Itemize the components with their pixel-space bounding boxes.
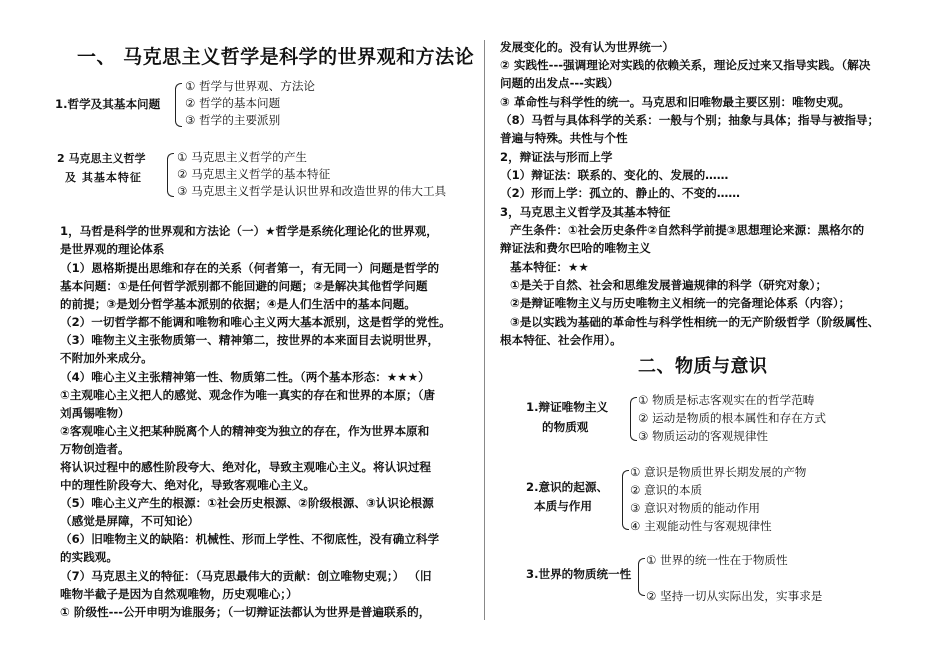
text-line: 基本问题：①是任何哲学派别都不能回避的问题；②是解决其他哲学问题 — [60, 279, 428, 293]
outline-label: 3.世界的物质统一性 — [526, 567, 632, 581]
text-line: 中的理性阶段夸大、绝对化，导致客观唯心主义。 — [60, 478, 316, 492]
text-line: （5）唯心主义产生的根源：①社会历史根源、②阶级根源、③认识论根源 — [60, 496, 434, 510]
outline-label: 2.意识的起源、 — [526, 480, 609, 494]
outline-item: ② 马克思主义哲学的基本特征 — [177, 167, 331, 181]
text-line: ②客观唯心主义把某种脱离个人的精神变为独立的存在，作为世界本原和 — [60, 424, 430, 438]
text-line: （4）唯心主义主张精神第一性、物质第二性。（两个基本形态：★★★） — [60, 370, 430, 384]
text-line: 问题的出发点---实践） — [500, 76, 619, 90]
text-line: 2，辩证法与形而上学 — [500, 150, 613, 164]
outline-item: ① 物质是标志客观实在的哲学范畴 — [638, 393, 815, 407]
text-line: 唯物半截子是因为自然观唯物，历史观唯心；） — [60, 587, 298, 601]
text-line: 辩证法和费尔巴哈的唯物主义 — [500, 241, 651, 255]
outline-item: ① 马克思主义哲学的产生 — [177, 150, 308, 164]
brace-icon — [638, 558, 645, 596]
section-title-1: 一、 马克思主义哲学是科学的世界观和方法论 — [77, 46, 475, 68]
outline-item: ② 哲学的基本问题 — [185, 96, 281, 110]
text-line: （8）马哲与具体科学的关系：一般与个别；抽象与具体；指导与被指导； — [500, 113, 880, 127]
outline-label: 1.哲学及其基本问题 — [55, 97, 161, 111]
text-line: ②是辩证唯物主义与历史唯物主义相统一的完备理论体系（内容）； — [510, 296, 851, 310]
brace-icon — [630, 397, 637, 441]
text-line: ③是以实践为基础的革命性与科学性相统一的无产阶级哲学（阶级属性、 — [510, 315, 880, 329]
outline-item: ③ 物质运动的客观规律性 — [638, 429, 769, 443]
text-line: ① 阶级性---公开申明为谁服务；（一切辩证法都认为世界是普遍联系的， — [60, 605, 431, 619]
text-line: 产生条件：①社会历史条件②自然科学前提③思想理论来源：黑格尔的 — [510, 223, 865, 237]
outline-item: ③ 哲学的主要派别 — [185, 113, 281, 127]
text-line: 刘禹锡唯物） — [60, 406, 130, 420]
text-line: （7）马克思主义的特征：（马克思最伟大的贡献：创立唯物史观；） （旧 — [60, 569, 432, 583]
text-line: （2）一切哲学都不能调和唯物和唯心主义两大基本派别，这是哲学的党性。 — [60, 315, 451, 329]
outline-item: ① 意识是物质世界长期发展的产物 — [630, 465, 807, 479]
text-line: 将认识过程中的感性阶段夸大、绝对化，导致主观唯心主义。将认识过程 — [60, 460, 432, 474]
text-line: 的实践观。 — [60, 550, 118, 564]
text-line: 是世界观的理论体系 — [60, 242, 165, 256]
text-line: 基本特征：★★ — [510, 260, 589, 274]
column-divider — [484, 40, 485, 620]
outline-item: ② 意识的本质 — [630, 483, 703, 497]
text-line: （6）旧唯物主义的缺陷：机械性、形而上学性、不彻底性，没有确立科学 — [60, 532, 440, 546]
text-line: 的前提；③是划分哲学基本派别的依据；④是人们生活中的基本问题。 — [60, 297, 416, 311]
text-line: ③ 革命性与科学性的统一。马克思和旧唯物最主要区别：唯物史观。 — [500, 95, 851, 109]
text-line: （1）辩证法：联系的、变化的、发展的…… — [500, 168, 729, 182]
brace-icon — [167, 153, 174, 197]
text-line: 普遍与特殊。共性与个性 — [500, 131, 628, 145]
outline-item: ① 世界的统一性在于物质性 — [646, 553, 788, 567]
text-line: 3，马克思主义哲学及其基本特征 — [500, 205, 671, 219]
text-line: （1）恩格斯提出思维和存在的关系（何者第一，有无同一）问题是哲学的 — [60, 261, 440, 275]
text-line: （2）形而上学：孤立的、静止的、不变的…… — [500, 186, 740, 200]
outline-item: ③ 意识对物质的能动作用 — [630, 501, 761, 515]
text-line: （3）唯物主义主张物质第一、精神第二，按世界的本来面目去说明世界， — [60, 333, 440, 347]
outline-label: 2 马克思主义哲学 — [57, 152, 146, 165]
outline-item: ③ 马克思主义哲学是认识世界和改造世界的伟大工具 — [177, 184, 447, 198]
text-line: ② 实践性---强调理论对实践的依赖关系，理论反过来又指导实践。（解决 — [500, 58, 871, 72]
text-line: （感觉是屏障，不可知论） — [60, 514, 200, 528]
outline-item: ② 坚持一切从实际出发，实事求是 — [646, 589, 823, 603]
text-line: 1，马哲是科学的世界观和方法论（一）★哲学是系统化理论化的世界观， — [60, 224, 438, 238]
text-line: 不附加外来成分。 — [60, 351, 153, 365]
brace-icon — [175, 83, 182, 127]
outline-item: ④ 主观能动性与客观规律性 — [630, 519, 772, 533]
outline-item: ② 运动是物质的根本属性和存在方式 — [638, 411, 826, 425]
outline-label: 本质与作用 — [534, 499, 592, 513]
section-title-2: 二、物质与意识 — [638, 356, 768, 377]
text-line: 万物创造者。 — [60, 442, 130, 456]
brace-icon — [622, 470, 629, 530]
outline-label: 1.辩证唯物主义 — [526, 400, 609, 414]
outline-item: ① 哲学与世界观、方法论 — [185, 79, 316, 93]
outline-label: 的物质观 — [542, 420, 589, 434]
text-line: 根本特征、社会作用）。 — [500, 333, 622, 347]
text-line: ①是关于自然、社会和思维发展普遍规律的科学（研究对象）； — [510, 278, 828, 292]
outline-label: 及 其基本特征 — [65, 171, 142, 184]
text-line: 发展变化的。没有认为世界统一） — [500, 40, 674, 54]
text-line: ①主观唯心主义把人的感觉、观念作为唯一真实的存在和世界的本原；（唐 — [60, 388, 436, 402]
